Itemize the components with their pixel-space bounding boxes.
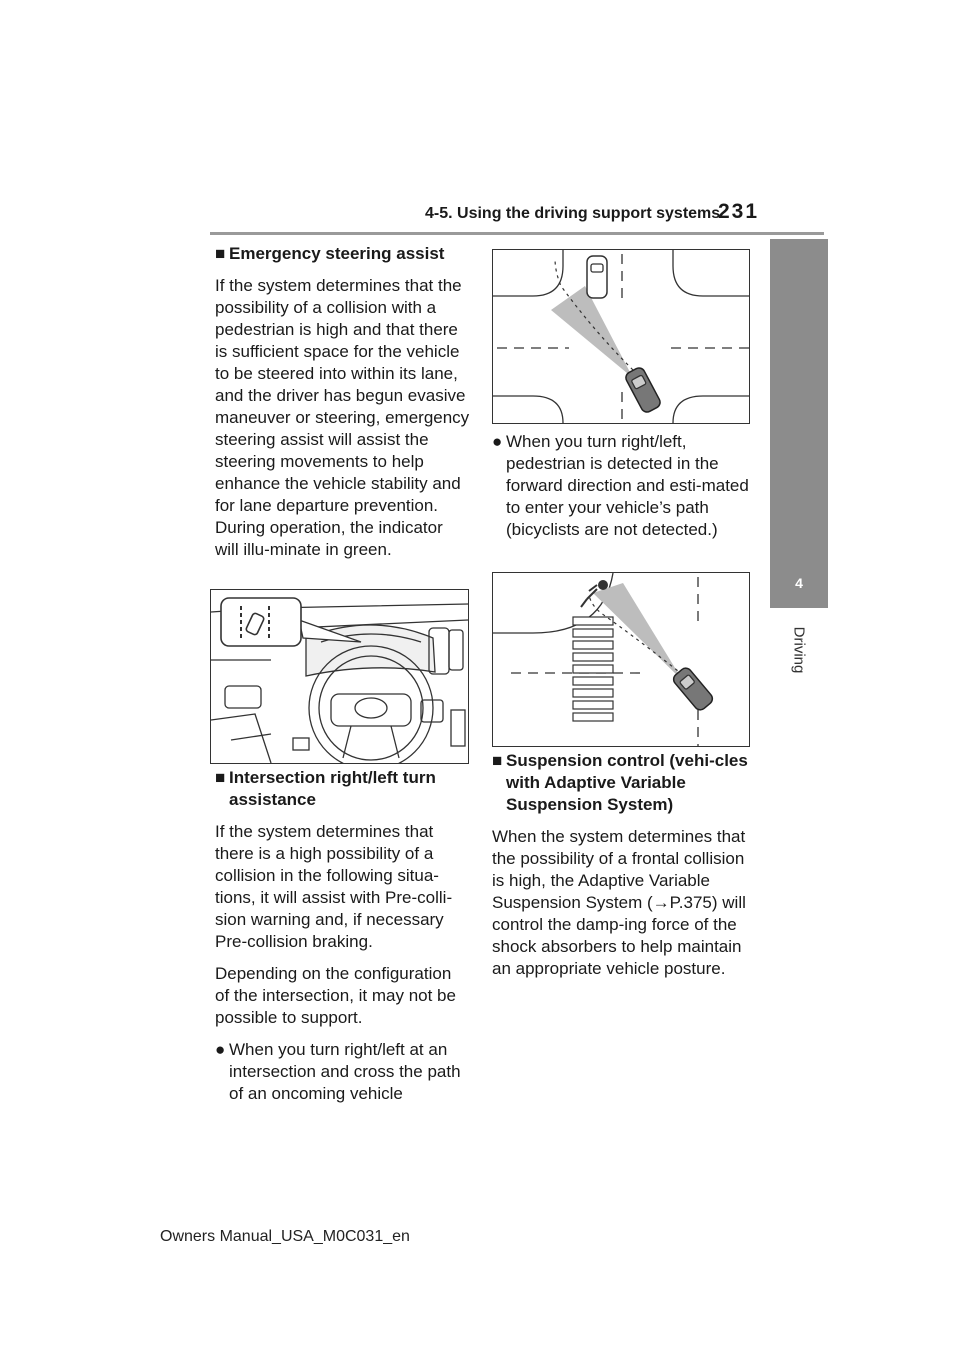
right-column-bullet [492, 431, 754, 541]
chapter-tab-label: Driving [790, 626, 808, 674]
section-title-intersection: ■ Intersection right/left turn assistance [215, 768, 436, 809]
intersection-body-1: If the system determines that there is a high possibility of a collision in the following situa-tions, it will assist with Pre-colli-sion warning and, if necessary Pre-collision braking. [215, 822, 453, 951]
figure-oncoming-vehicle [492, 249, 750, 424]
footer-manual-id: Owners Manual_USA_M0C031_en [160, 1228, 410, 1245]
bullet-oncoming-vehicle: ● When you turn right/left at an intersection and cross the path of an oncoming vehicle [215, 1040, 461, 1103]
page-number: 231 [718, 200, 760, 223]
bullet-pedestrian-detected: ● When you turn right/left, pedestrian is detected in the forward direction and esti-mated to enter your vehicle’s path (bicyclists are not detected.) [492, 432, 749, 539]
figure-pedestrian-crossing [492, 572, 750, 747]
left-column-bottom [215, 767, 470, 1105]
left-column-top [215, 243, 470, 561]
emergency-steering-body: If the system determines that the possibility of a collision with a pedestrian is high and that there is sufficient space for the vehicle to be steered into within its lane, and the driver has begun evasive maneuver or steering, emergency steering assist will assist the steering movements to help enhance the vehicle stability and for lane departure prevention. During operation, the indicator will illu-minate in green. [215, 276, 470, 559]
right-column-suspension [492, 750, 754, 980]
section-title-emergency-steering: ■ Emergency steering assist [215, 244, 445, 263]
intersection-body-2: Depending on the configuration of the intersection, it may not be possible to support. [215, 964, 456, 1027]
page-reference-link[interactable]: →P.375 [652, 893, 712, 912]
chapter-tab [770, 239, 828, 608]
section-title-suspension: ■ Suspension control (vehi-cles with Adaptive Variable Suspension System) [492, 751, 748, 814]
suspension-body: When the system determines that the possibility of a frontal collision is high, the Adaptive Variable Suspension System (→P.375) will control the damp-ing force of the shock absorbers to help maintain an appropriate vehicle posture. [492, 827, 746, 978]
chapter-tab-number: 4 [795, 575, 803, 591]
header-divider [210, 232, 824, 235]
figure-dashboard-indicator [210, 589, 469, 764]
section-header-title: 4-5. Using the driving support systems [425, 205, 721, 222]
